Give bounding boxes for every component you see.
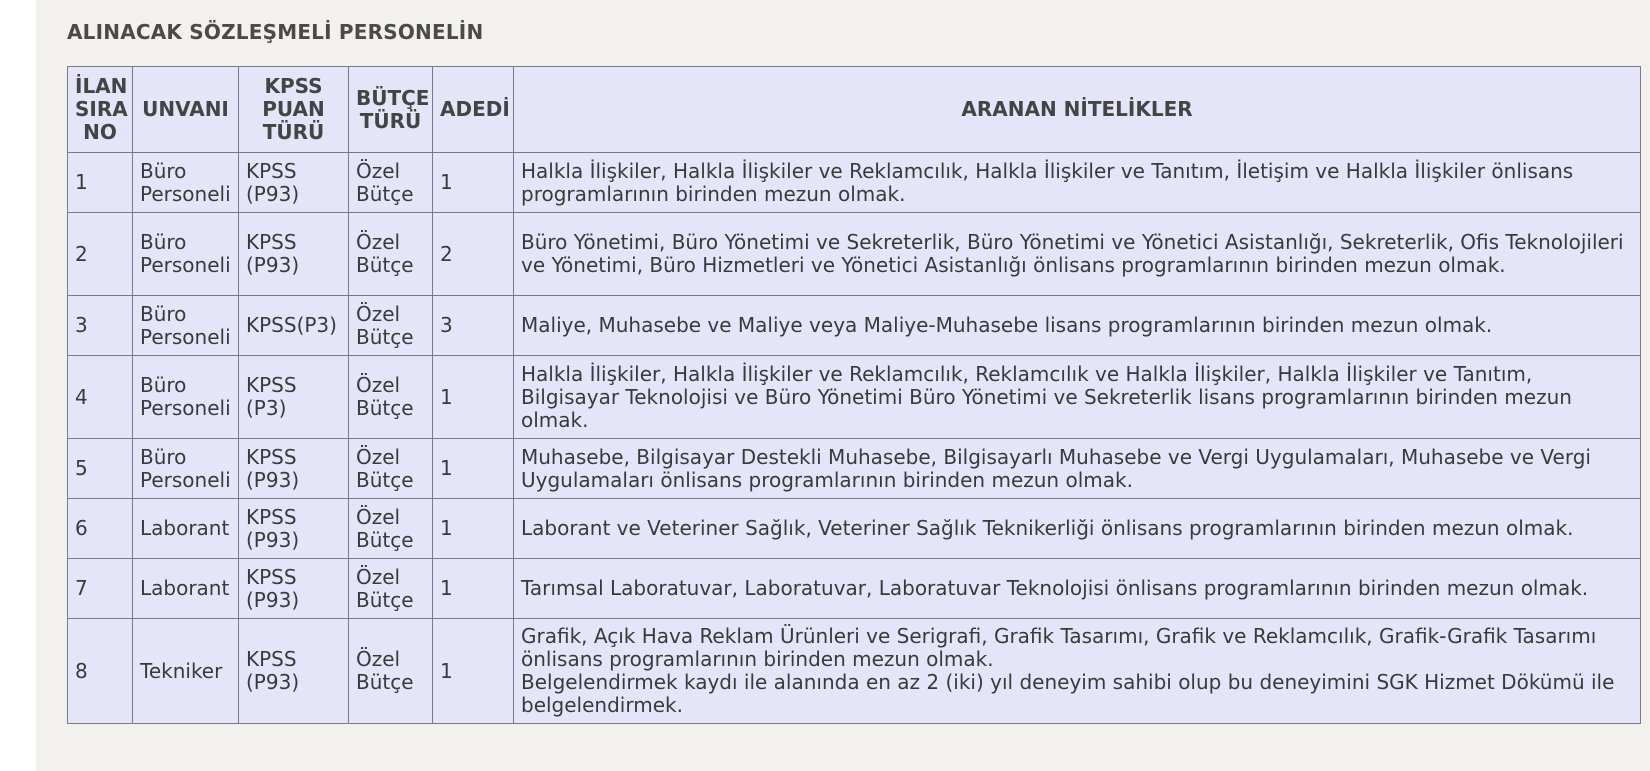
cell-title: Tekniker: [133, 619, 239, 724]
cell-budget: Özel Bütçe: [349, 153, 433, 213]
table-row: [68, 153, 1641, 213]
cell-qualifications: Halkla İlişkiler, Halkla İlişkiler ve Reklamcılık, Halkla İlişkiler ve Tanıtım, İletişim ve Halkla İlişkiler önlisans programlarının birinden mezun olmak.: [514, 153, 1641, 213]
table-row: [68, 296, 1641, 356]
cell-budget: Özel Bütçe: [349, 619, 433, 724]
cell-no: 8: [68, 619, 133, 724]
cell-kpss: KPSS (P93): [239, 213, 349, 296]
cell-no: 2: [68, 213, 133, 296]
table-header-row: [68, 67, 1641, 153]
cell-title: Büro Personeli: [133, 213, 239, 296]
cell-count: 1: [433, 559, 514, 619]
cell-budget: Özel Bütçe: [349, 559, 433, 619]
cell-no: 3: [68, 296, 133, 356]
cell-title: Büro Personeli: [133, 296, 239, 356]
cell-budget: Özel Bütçe: [349, 356, 433, 439]
cell-qualifications: Halkla İlişkiler, Halkla İlişkiler ve Reklamcılık, Reklamcılık ve Halkla İlişkiler, Halkla İlişkiler ve Tanıtım, Bilgisayar Teknolojisi ve Büro Yönetimi Büro Yönetimi ve Sekreterlik lisans programlarının birinden mezun olmak.: [514, 356, 1641, 439]
page-content: [36, 0, 1650, 771]
cell-kpss: KPSS (P93): [239, 499, 349, 559]
cell-count: 1: [433, 499, 514, 559]
cell-kpss: KPSS (P93): [239, 619, 349, 724]
cell-title: Büro Personeli: [133, 153, 239, 213]
cell-no: 5: [68, 439, 133, 499]
cell-qualifications: Tarımsal Laboratuvar, Laboratuvar, Laboratuvar Teknolojisi önlisans programlarının birinden mezun olmak.: [514, 559, 1641, 619]
table-row: [68, 439, 1641, 499]
cell-no: 4: [68, 356, 133, 439]
table-row: [68, 213, 1641, 296]
cell-title: Büro Personeli: [133, 439, 239, 499]
cell-kpss: KPSS(P3): [239, 296, 349, 356]
cell-qualifications: Muhasebe, Bilgisayar Destekli Muhasebe, Bilgisayarlı Muhasebe ve Vergi Uygulamaları, Muhasebe ve Vergi Uygulamaları önlisans programlarının birinden mezun olmak.: [514, 439, 1641, 499]
personnel-table: [67, 66, 1641, 724]
cell-count: 1: [433, 153, 514, 213]
cell-kpss: KPSS (P3): [239, 356, 349, 439]
cell-count: 1: [433, 439, 514, 499]
col-header-unvani: UNVANI: [133, 67, 239, 153]
col-header-aranan-nitelikler: ARANAN NİTELİKLER: [514, 67, 1641, 153]
table-row: [68, 499, 1641, 559]
cell-budget: Özel Bütçe: [349, 296, 433, 356]
table-row: [68, 619, 1641, 724]
cell-title: Laborant: [133, 499, 239, 559]
cell-kpss: KPSS (P93): [239, 439, 349, 499]
col-header-kpss-puan-turu: KPSS PUAN TÜRÜ: [239, 67, 349, 153]
cell-budget: Özel Bütçe: [349, 499, 433, 559]
cell-kpss: KPSS (P93): [239, 153, 349, 213]
cell-no: 7: [68, 559, 133, 619]
cell-qualifications: Büro Yönetimi, Büro Yönetimi ve Sekreterlik, Büro Yönetimi ve Yönetici Asistanlığı, Sekreterlik, Ofis Teknolojileri ve Yönetimi, Büro Hizmetleri ve Yönetici Asistanlığı önlisans programlarının birinden mezun olmak.: [514, 213, 1641, 296]
table-row: [68, 356, 1641, 439]
cell-qualifications: Laborant ve Veteriner Sağlık, Veteriner Sağlık Teknikerliği önlisans programlarının birinden mezun olmak.: [514, 499, 1641, 559]
section-title: ALINACAK SÖZLEŞMELİ PERSONELİN: [67, 20, 484, 44]
cell-title: Laborant: [133, 559, 239, 619]
table-row: [68, 559, 1641, 619]
cell-budget: Özel Bütçe: [349, 439, 433, 499]
cell-count: 2: [433, 213, 514, 296]
cell-title: Büro Personeli: [133, 356, 239, 439]
cell-qualifications: Grafik, Açık Hava Reklam Ürünleri ve Serigrafi, Grafik Tasarımı, Grafik ve Reklamcılık, Grafik-Grafik Tasarımı önlisans programlarının birinden mezun olmak. Belgelendirmek kaydı ile alanında en az 2 (iki) yıl deneyim sahibi olup bu deneyimini SGK Hizmet Dökümü ile belgelendirmek.: [514, 619, 1641, 724]
cell-no: 1: [68, 153, 133, 213]
cell-no: 6: [68, 499, 133, 559]
col-header-ilan-sira-no: İLAN SIRA NO: [68, 67, 133, 153]
col-header-butce-turu: BÜTÇE TÜRÜ: [349, 67, 433, 153]
cell-kpss: KPSS (P93): [239, 559, 349, 619]
col-header-adedi: ADEDİ: [433, 67, 514, 153]
cell-qualifications: Maliye, Muhasebe ve Maliye veya Maliye-Muhasebe lisans programlarının birinden mezun olmak.: [514, 296, 1641, 356]
cell-count: 1: [433, 619, 514, 724]
cell-count: 1: [433, 356, 514, 439]
cell-budget: Özel Bütçe: [349, 213, 433, 296]
cell-count: 3: [433, 296, 514, 356]
